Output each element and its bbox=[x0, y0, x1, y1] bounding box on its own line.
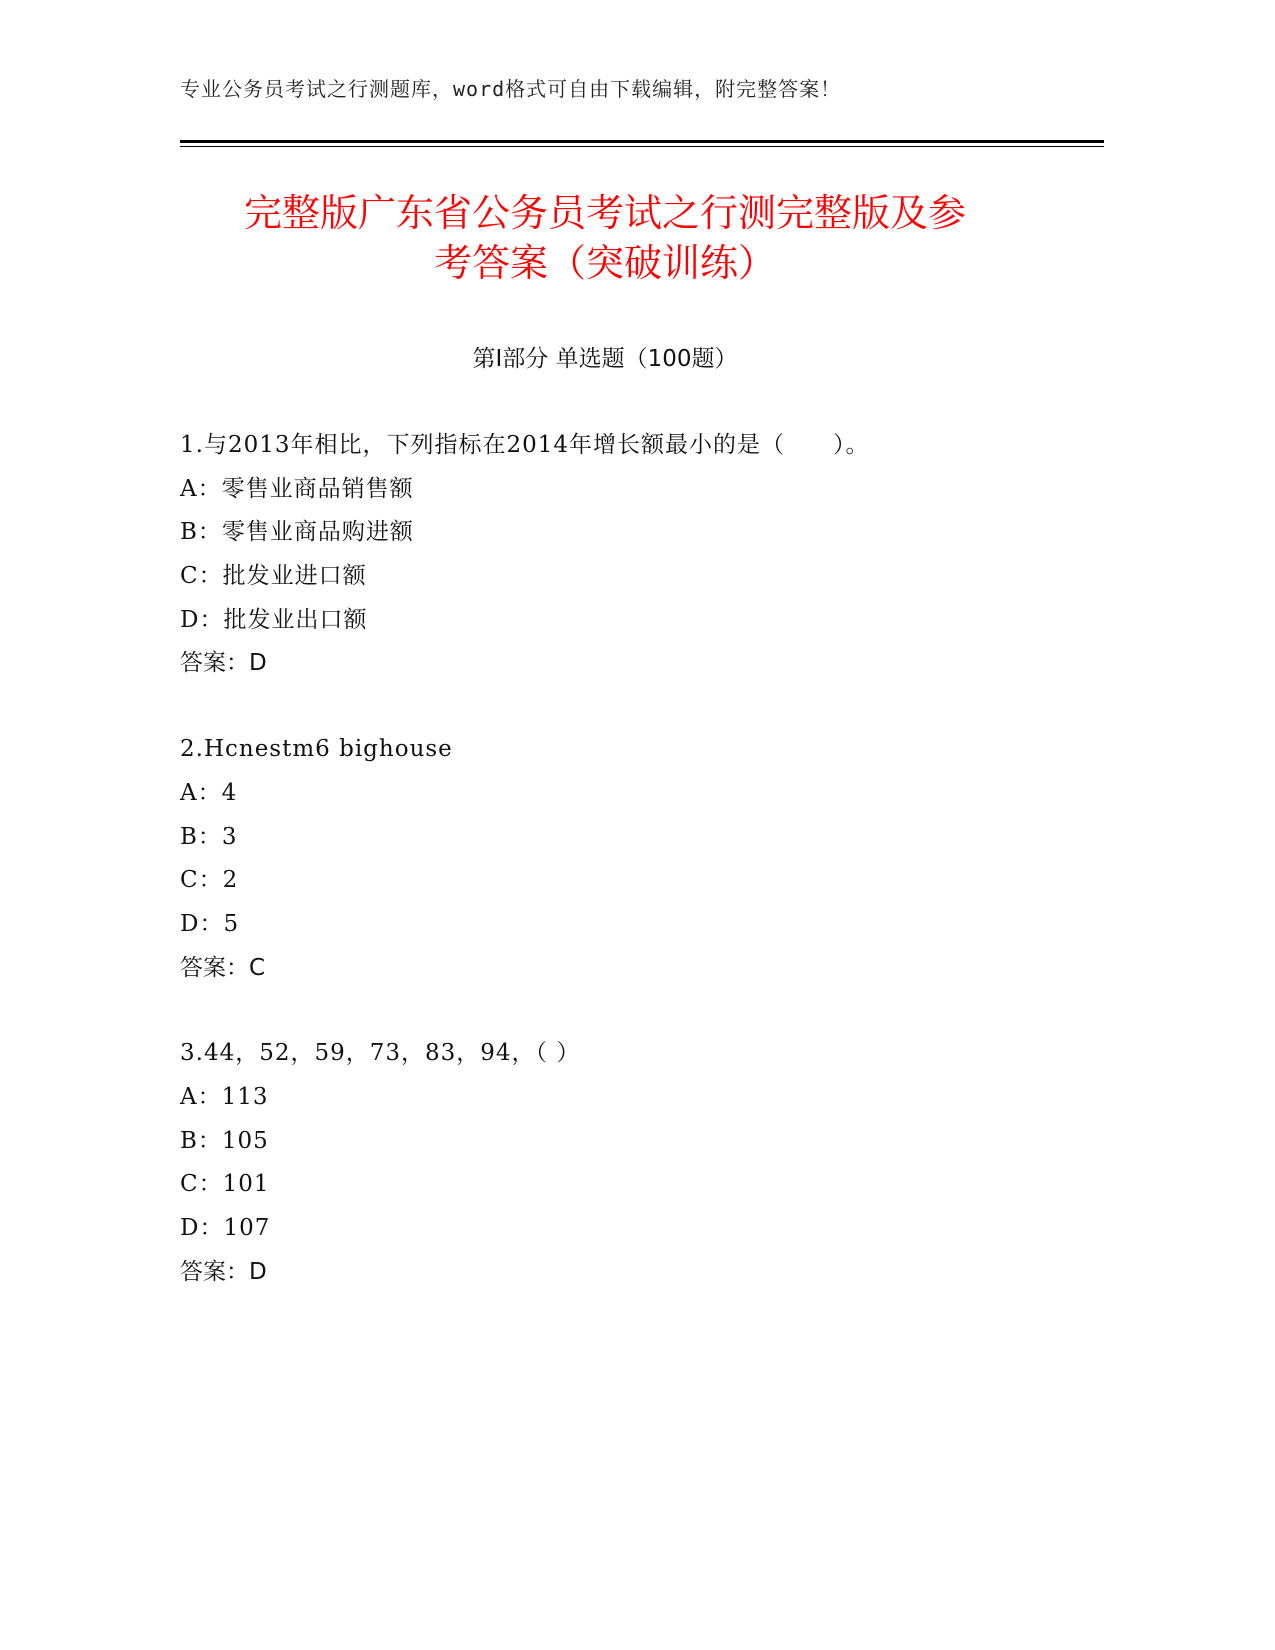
section-title: 第Ⅰ部分 单选题（100题） bbox=[472, 346, 738, 372]
question-stem: 1.与2013年相比，下列指标在2014年增长额最小的是（ ）。 bbox=[180, 432, 870, 458]
option-c: C：101 bbox=[180, 1171, 270, 1198]
option-b: B：零售业商品购进额 bbox=[180, 519, 414, 546]
page-header-text: 专业公务员考试之行测题库，word格式可自由下载编辑，附完整答案！ bbox=[180, 77, 842, 101]
question-list bbox=[180, 424, 1080, 1336]
answer-line: 答案：D bbox=[180, 1258, 267, 1285]
header-rule-thin bbox=[180, 146, 1104, 147]
option-a: A：113 bbox=[180, 1083, 269, 1110]
question-3 bbox=[180, 1032, 1080, 1294]
option-c: C：批发业进口额 bbox=[180, 563, 367, 590]
answer-line: 答案：D bbox=[180, 650, 267, 677]
option-d: D：批发业出口额 bbox=[180, 606, 368, 633]
document-title bbox=[170, 188, 1040, 288]
document-title-line-1: 完整版广东省公务员考试之行测完整版及参 bbox=[243, 191, 966, 235]
option-c: C：2 bbox=[180, 867, 239, 894]
option-d: D：107 bbox=[180, 1215, 271, 1241]
header-rule-thick bbox=[180, 140, 1104, 143]
question-2 bbox=[180, 728, 1080, 990]
option-a: A：零售业商品销售额 bbox=[180, 475, 414, 502]
option-b: B：105 bbox=[180, 1127, 269, 1154]
question-stem: 2.Hcnestm6 bighouse bbox=[180, 736, 453, 763]
option-d: D：5 bbox=[180, 910, 240, 937]
answer-line: 答案：C bbox=[180, 954, 266, 981]
option-a: A：4 bbox=[180, 779, 238, 806]
question-1 bbox=[180, 424, 1080, 686]
question-stem: 3.44，52，59，73，83，94，（ ） bbox=[180, 1040, 581, 1067]
document-title-line-2: 考答案（突破训练） bbox=[433, 241, 776, 285]
option-b: B：3 bbox=[180, 823, 238, 850]
